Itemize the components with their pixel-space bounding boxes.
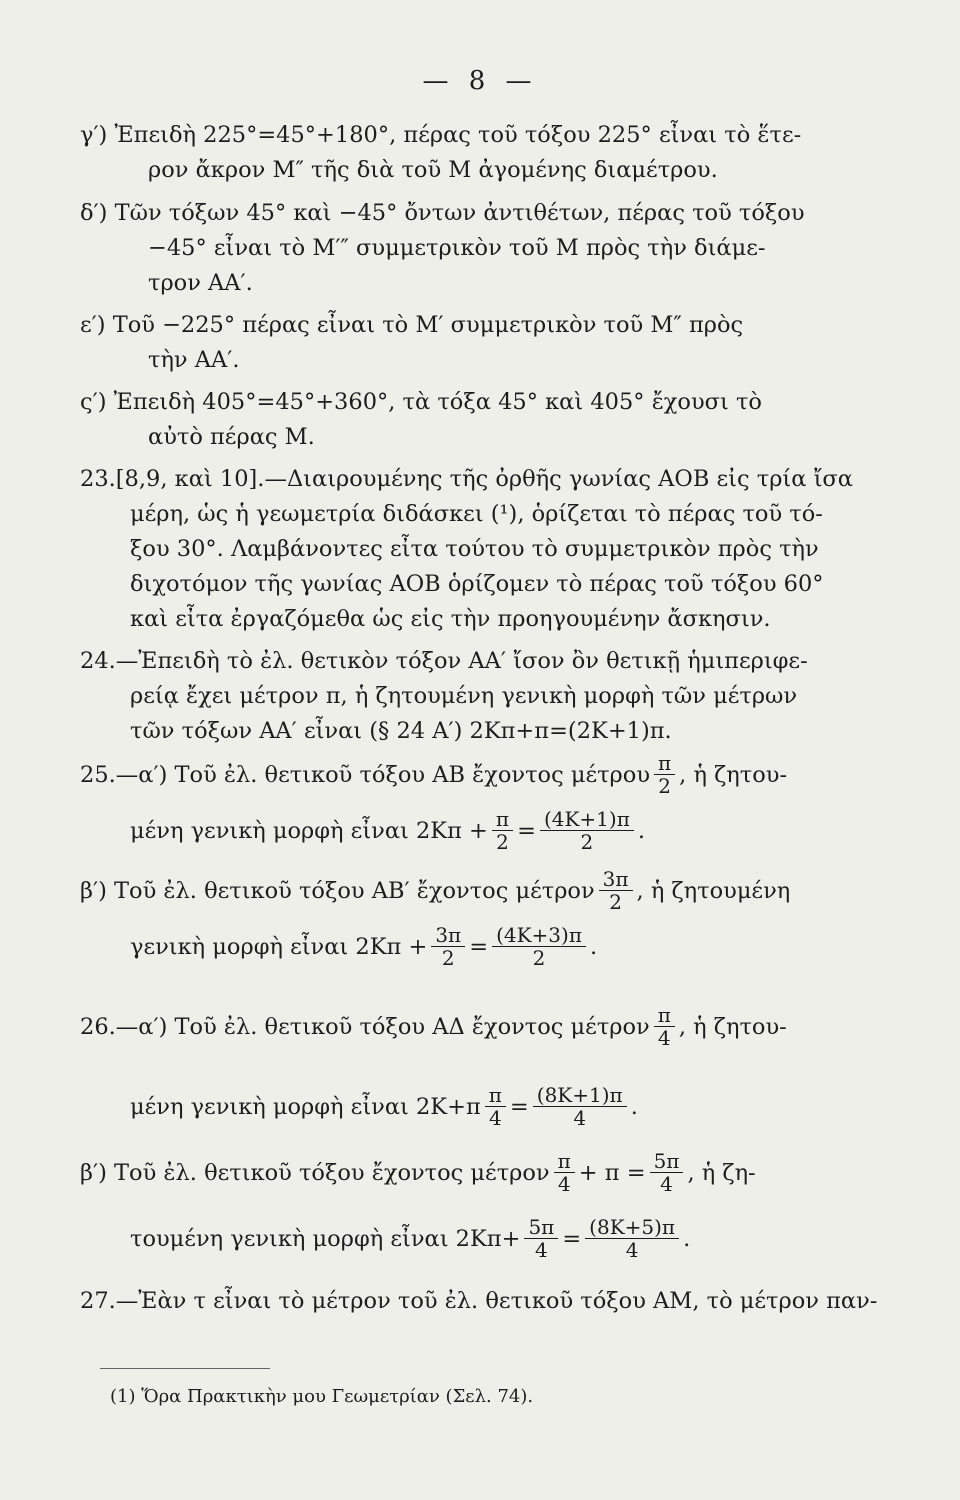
text-line: ρείᾳ ἔχει μέτρον π, ἡ ζητουμένη γενικὴ μορφὴ τῶν μέτρων [130, 683, 798, 709]
text-span: + π = [578, 1159, 646, 1186]
fraction-numerator: (8Κ+1)π [533, 1084, 627, 1107]
text-line: διχοτόμον τῆς γωνίας ΑΟΒ ὁρίζομεν τὸ πέρας τοῦ τόξου 60° [130, 571, 824, 597]
fraction [492, 924, 586, 969]
fraction-numerator: (8Κ+5)π [585, 1216, 679, 1239]
equals-sign: = [469, 933, 489, 960]
fraction-denominator: 4 [657, 1026, 671, 1050]
formula-line [130, 808, 885, 853]
page-number: — 8 — [422, 66, 538, 96]
text-span: β′) Τοῦ ἐλ. θετικοῦ τόξου ΑΒ′ ἔχοντος μέτρον [80, 877, 595, 904]
text-span: 25.—α′) Τοῦ ἐλ. θετικοῦ τόξου ΑΒ ἔχοντος μέτρου [80, 761, 651, 788]
fraction-denominator: 2 [609, 890, 622, 914]
fraction [524, 1216, 558, 1261]
period: . [630, 1093, 638, 1120]
fraction [650, 1150, 684, 1195]
text-span: , ἡ ζητου- [679, 761, 788, 788]
text-line: τῶν τόξων ΑΑ′ εἶναι (§ 24 Α′) 2Κπ+π=(2Κ+1)π. [130, 718, 672, 744]
text-line: 24.—Ἐπειδὴ τὸ ἐλ. θετικὸν τόξον ΑΑ′ ἴσον ὂν θετικῇ ἡμιπεριφε- [80, 648, 808, 674]
text-span: , ἡ ζητου- [678, 1013, 787, 1040]
formula-line [80, 1150, 885, 1195]
fraction-numerator: (4Κ+3)π [492, 924, 586, 947]
fraction-denominator: 4 [557, 1172, 571, 1196]
equals-sign: = [509, 1093, 529, 1120]
footnote-rule [100, 1368, 270, 1369]
text-line: ε′) Τοῦ −225° πέρας εἶναι τὸ Μ′ συμμετρικὸν τοῦ Μ″ πρὸς [80, 312, 744, 338]
text-span: γενικὴ μορφὴ εἶναι 2Κπ + [130, 933, 428, 960]
text-span: , ἡ ζη- [687, 1159, 756, 1186]
fraction [654, 752, 675, 797]
fraction [654, 1004, 675, 1049]
fraction [485, 1084, 506, 1129]
text-line: −45° εἶναι τὸ Μ′″ συμμετρικὸν τοῦ Μ πρὸς τὴν διάμε- [148, 235, 766, 261]
formula-line [130, 1084, 885, 1129]
formula-line [80, 752, 885, 797]
fraction-denominator: 4 [535, 1238, 548, 1262]
fraction-numerator: π [485, 1084, 506, 1107]
text-line: 23.[8,9, καὶ 10].—Διαιρουμένης τῆς ὀρθῆς γωνίας ΑΟΒ εἰς τρία ἴσα [80, 466, 853, 492]
fraction-numerator: 3π [431, 924, 465, 947]
fraction-numerator: π [492, 808, 513, 831]
text-line: ξου 30°. Λαμβάνοντες εἶτα τούτου τὸ συμμετρικὸν πρὸς τὴν [130, 536, 819, 562]
fraction [492, 808, 513, 853]
fraction [431, 924, 465, 969]
fraction [585, 1216, 679, 1261]
text-line: γ′) Ἐπειδὴ 225°=45°+180°, πέρας τοῦ τόξου 225° εἶναι τὸ ἕτε- [80, 122, 802, 148]
fraction-numerator: 3π [599, 868, 633, 891]
fraction-numerator: π [654, 1004, 675, 1027]
text-line: τὴν ΑΑ′. [148, 347, 240, 373]
fraction [554, 1150, 575, 1195]
fraction-denominator: 2 [441, 946, 455, 970]
period: . [589, 933, 598, 960]
text-line: ρον ἄκρον Μ″ τῆς διὰ τοῦ Μ ἀγομένης διαμέτρου. [148, 157, 718, 183]
fraction [533, 1084, 627, 1129]
text-line: δ′) Τῶν τόξων 45° καὶ −45° ὄντων ἀντιθέτων, πέρας τοῦ τόξου [80, 200, 805, 226]
fraction [540, 808, 634, 853]
text-span: μένη γενικὴ μορφὴ εἶναι 2Κπ + [130, 817, 488, 844]
text-line: ς′) Ἐπειδὴ 405°=45°+360°, τὰ τόξα 45° καὶ 405° ἔχουσι τὸ [80, 389, 762, 415]
fraction-numerator: 5π [524, 1216, 558, 1239]
equals-sign: = [517, 817, 536, 844]
fraction-denominator: 2 [532, 946, 546, 970]
text-line: 27.—Ἐὰν τ εἶναι τὸ μέτρον τοῦ ἐλ. θετικοῦ τόξου ΑΜ, τὸ μέτρον παν- [80, 1288, 878, 1314]
fraction-numerator: (4Κ+1)π [540, 808, 634, 831]
fraction-numerator: 5π [650, 1150, 684, 1173]
equals-sign: = [562, 1225, 582, 1252]
fraction [599, 868, 633, 913]
fraction-denominator: 4 [625, 1238, 639, 1262]
fraction-denominator: 4 [573, 1106, 587, 1130]
fraction-denominator: 4 [660, 1172, 673, 1196]
text-line: αὐτὸ πέρας Μ. [148, 424, 315, 450]
text-line: μέρη, ὡς ἡ γεωμετρία διδάσκει (¹), ὁρίζεται τὸ πέρας τοῦ τό- [130, 501, 823, 527]
fraction-denominator: 2 [580, 830, 594, 854]
text-span: , ἡ ζητουμένη [636, 877, 791, 904]
formula-line [80, 1004, 885, 1049]
period: . [683, 1225, 691, 1252]
fraction-denominator: 2 [658, 774, 671, 798]
fraction-denominator: 4 [488, 1106, 502, 1130]
text-line: τρον ΑΑ′. [148, 270, 253, 296]
text-span: 26.—α′) Τοῦ ἐλ. θετικοῦ τόξου ΑΔ ἔχοντος μέτρον [80, 1013, 650, 1040]
fraction-denominator: 2 [496, 830, 509, 854]
text-span: μένη γενικὴ μορφὴ εἶναι 2Κ+π [130, 1093, 481, 1120]
formula-line [80, 868, 885, 913]
fraction-numerator: π [554, 1150, 575, 1173]
period: . [637, 817, 645, 844]
fraction-numerator: π [654, 752, 675, 775]
formula-line [130, 924, 885, 969]
text-span: β′) Τοῦ ἐλ. θετικοῦ τόξου ἔχοντος μέτρον [80, 1159, 550, 1186]
text-span: τουμένη γενικὴ μορφὴ εἶναι 2Κπ+ [130, 1225, 521, 1252]
footnote: (1) Ὅρα Πρακτικὴν μου Γεωμετρίαν (Σελ. 74). [110, 1386, 534, 1407]
text-line: καὶ εἶτα ἐργαζόμεθα ὡς εἰς τὴν προηγουμένην ἄσκησιν. [130, 606, 771, 632]
formula-line [130, 1216, 885, 1261]
